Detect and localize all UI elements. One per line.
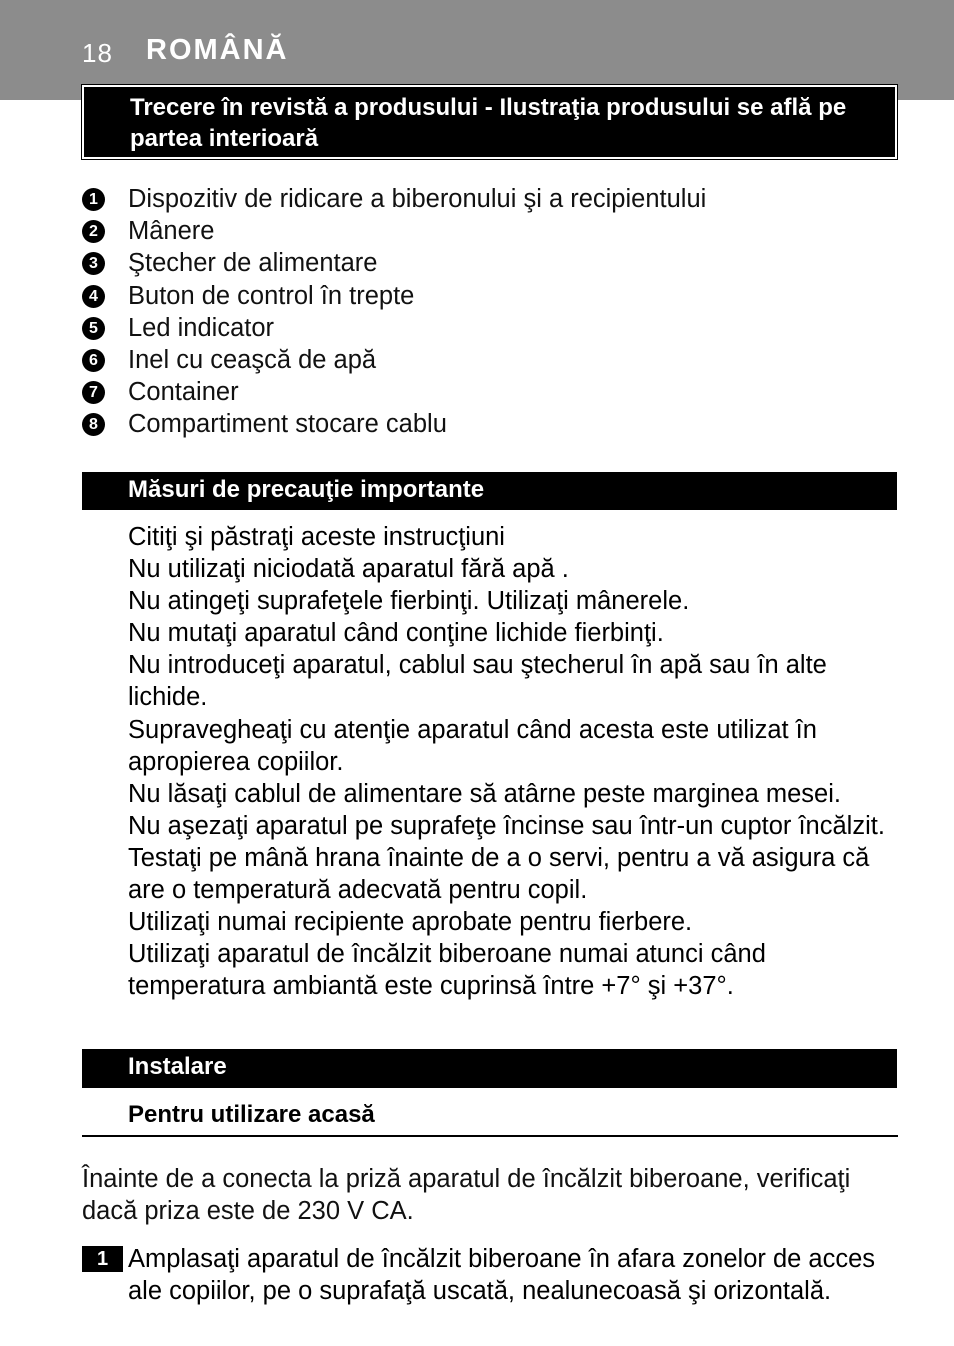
step-number-badge: 1 <box>82 1246 123 1272</box>
precaution-item: Nu lăsaţi cablul de alimentare să atârne peste marginea mesei. <box>128 779 841 808</box>
precaution-item: Nu mutaţi aparatul când conţine lichide fierbinţi. <box>128 619 664 648</box>
part-label: Compartiment stocare cablu <box>128 410 447 439</box>
precaution-item: Utilizaţi numai recipiente aprobate pentru fierbere. <box>128 908 693 937</box>
divider <box>82 1135 898 1137</box>
part-number-badge: 2 <box>82 220 105 243</box>
part-label: Mânere <box>128 217 215 246</box>
list-item <box>82 280 902 312</box>
list-item <box>82 312 902 344</box>
installation-intro: Înainte de a conecta la priză aparatul de încălzit biberoane, verificaţi dacă priza este de 230 V CA. <box>82 1165 851 1225</box>
precaution-item: Citiţi şi păstraţi aceste instrucţiuni <box>128 523 505 551</box>
part-label: Container <box>128 378 239 407</box>
language-title: ROMÂNĂ <box>146 34 289 66</box>
home-use-subheading: Pentru utilizare acasă <box>128 1101 375 1128</box>
precaution-item: Nu utilizaţi niciodată aparatul fără apă . <box>128 555 569 584</box>
part-number-badge: 4 <box>82 285 105 308</box>
part-number-badge: 6 <box>82 349 105 372</box>
precautions-list <box>128 521 898 1002</box>
part-label: Inel cu ceaşcă de apă <box>128 345 377 374</box>
step-text: Amplasaţi aparatul de încălzit biberoane în afara zonelor de acces ale copiilor, pe o suprafaţă uscată, nealunecoasă şi orizontală. <box>128 1245 876 1305</box>
precaution-item: Nu introduceţi aparatul, cablul sau ştecherul în apă sau în alte lichide. <box>128 651 827 712</box>
installation-heading: Instalare <box>82 1049 897 1088</box>
precautions-heading: Măsuri de precauţie importante <box>82 472 897 510</box>
precaution-item: Testaţi pe mână hrana înainte de a o servi, pentru a vă asigura că are o temperatură adecvată pentru copil. <box>128 843 870 905</box>
precaution-item: Nu aşezaţi aparatul pe suprafeţe încinse sau într-un cuptor încălzit. <box>128 811 885 840</box>
part-number-badge: 7 <box>82 381 105 404</box>
precaution-item: Supravegheaţi cu atenţie aparatul când acesta este utilizat în apropierea copiilor. <box>128 715 817 776</box>
list-item <box>82 215 902 247</box>
overview-heading: Trecere în revistă a produsului - Ilustraţia produsului se află pe partea interioară <box>82 85 897 159</box>
list-item <box>82 247 902 279</box>
part-label: Ştecher de alimentare <box>128 249 378 278</box>
part-label: Led indicator <box>128 313 275 342</box>
part-number-badge: 1 <box>82 188 105 211</box>
precaution-item: Nu atingeţi suprafeţele fierbinţi. Utilizaţi mânerele. <box>128 587 690 616</box>
part-label: Dispozitiv de ridicare a biberonului şi a recipientului <box>128 185 707 213</box>
part-number-badge: 8 <box>82 413 105 436</box>
list-item <box>82 408 902 440</box>
parts-list <box>82 183 902 441</box>
page-number: 18 <box>82 38 113 68</box>
part-number-badge: 5 <box>82 317 105 340</box>
list-item <box>82 376 902 408</box>
precaution-item: Utilizaţi aparatul de încălzit biberoane numai atunci când temperatura ambiantă este cuprinsă între +7° şi +37°. <box>128 940 766 1001</box>
part-number-badge: 3 <box>82 252 105 275</box>
part-label: Buton de control în trepte <box>128 281 415 310</box>
list-item <box>82 344 902 376</box>
list-item <box>82 183 902 215</box>
